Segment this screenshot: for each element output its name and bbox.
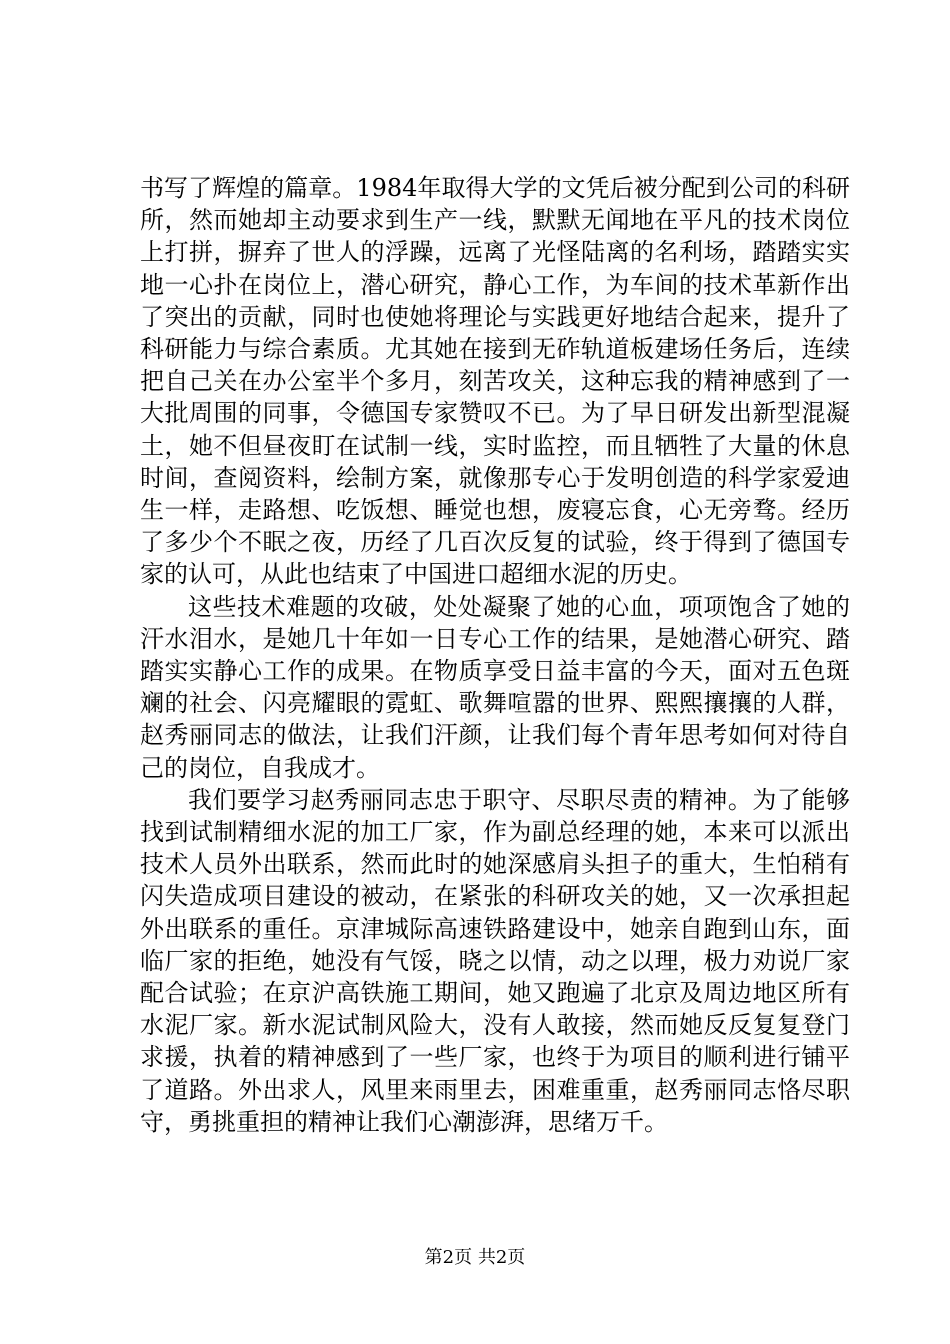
paragraph-continuation: 书写了辉煌的篇章。1984年取得大学的文凭后被分配到公司的科研所，然而她却主动要求到生产一线，默默无闻地在平凡的技术岗位上打拼，摒弃了世人的浮躁，远离了光怪陆离的名利场，踏踏实实地一心扑在岗位上，潜心研究，静心工作，为车间的技术革新作出了突出的贡献，同时也使她将理论与实践更好地结合起来，提升了科研能力与综合素质。尤其她在接到无砟轨道板建场任务后，连续把自己关在办公室半个多月，刻苦攻关，这种忘我的精神感到了一大批周围的同事，令德国专家赞叹不已。为了早日研发出新型混凝土，她不但昼夜盯在试制一线，实时监控，而且牺牲了大量的休息时间，查阅资料，绘制方案，就像那专心于发明创造的科学家爱迪生一样，走路想、吃饭想、睡觉也想，废寝忘食，心无旁骛。经历了多少个不眠之夜，历经了几百次反复的试验，终于得到了德国专家的认可，从此也结束了中国进口超细水泥的历史。	[140, 174, 850, 589]
paragraph-achievements: 这些技术难题的攻破，处处凝聚了她的心血，项项饱含了她的汗水泪水，是她几十年如一日专心工作的结果，是她潜心研究、踏踏实实静心工作的成果。在物质享受日益丰富的今天，面对五色斑斓的社会、闪亮耀眼的霓虹、歌舞喧嚣的世界、熙熙攘攘的人群，赵秀丽同志的做法，让我们汗颜，让我们每个青年思考如何对待自己的岗位，自我成才。	[140, 592, 850, 782]
paragraph-dedication: 我们要学习赵秀丽同志忠于职守、尽职尽责的精神。为了能够找到试制精细水泥的加工厂家，作为副总经理的她，本来可以派出技术人员外出联系，然而此时的她深感肩头担子的重大，生怕稍有闪失造成项目建设的被动，在紧张的科研攻关的她，又一次承担起外出联系的重任。京津城际高速铁路建设中，她亲自跑到山东，面临厂家的拒绝，她没有气馁，晓之以情，动之以理，极力劝说厂家配合试验；在京沪高铁施工期间，她又跑遍了北京及周边地区所有水泥厂家。新水泥试制风险大，没有人敢接，然而她反反复复登门求援，执着的精神感到了一些厂家，也终于为项目的顺利进行铺平了道路。外出求人，风里来雨里去，困难重重，赵秀丽同志恪尽职守，勇挑重担的精神让我们心潮澎湃，思绪万千。	[140, 785, 850, 1136]
document-body	[140, 172, 850, 1138]
page-footer: 第2页 共2页	[424, 1247, 526, 1268]
